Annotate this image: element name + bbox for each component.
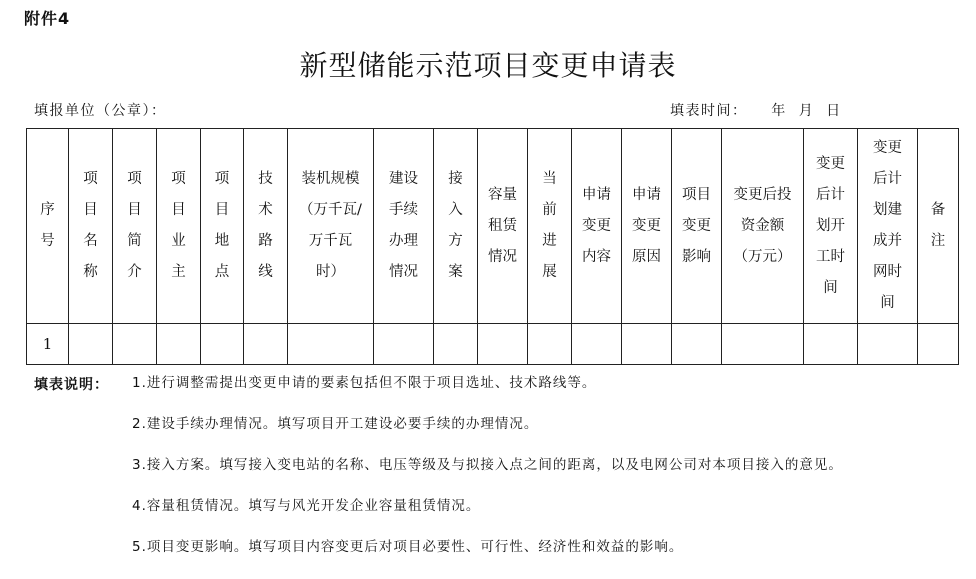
header-cell-start-time: 变更 后计 划开 工时 间	[804, 129, 858, 324]
header-cell-permits: 建设 手续 办理 情况	[374, 129, 434, 324]
fill-time-label: 填表时间： 年 月 日	[670, 103, 842, 119]
fill-unit-label: 填报单位（公章）：	[34, 103, 167, 119]
header-cell-capacity-lease: 容量 租赁 情况	[478, 129, 528, 324]
header-cell-grid-time: 变更 后计 划建 成并 网时 间	[858, 129, 918, 324]
header-cell-change-impact: 项目 变更 影响	[672, 129, 722, 324]
header-cell-project-owner: 项 目 业 主	[157, 129, 201, 324]
table-cell[interactable]	[528, 324, 572, 365]
note-item: 3.接入方案。填写接入变电站的名称、电压等级及与拟接入点之间的距离，以及电网公司对本项目接入的意见。	[132, 457, 843, 473]
table-cell[interactable]	[157, 324, 201, 365]
form-title: 新型储能示范项目变更申请表	[299, 49, 677, 82]
header-cell-index: 序 号	[27, 129, 69, 324]
table-cell-index[interactable]: 1	[27, 324, 69, 365]
header-cell-change-reason: 申请 变更 原因	[622, 129, 672, 324]
header-cell-grid-plan: 接 入 方 案	[434, 129, 478, 324]
table-cell[interactable]	[374, 324, 434, 365]
notes-label: 填表说明：	[34, 377, 109, 393]
change-request-table	[26, 128, 959, 365]
header-cell-tech-route: 技 术 路 线	[244, 129, 288, 324]
table-cell[interactable]	[201, 324, 244, 365]
header-cell-project-name: 项 目 名 称	[69, 129, 113, 324]
note-item: 2.建设手续办理情况。填写项目开工建设必要手续的办理情况。	[132, 416, 539, 432]
table-cell[interactable]	[113, 324, 157, 365]
header-cell-change-content: 申请 变更 内容	[572, 129, 622, 324]
header-cell-progress: 当 前 进 展	[528, 129, 572, 324]
table-cell[interactable]	[572, 324, 622, 365]
table-cell[interactable]	[434, 324, 478, 365]
header-cell-remarks: 备 注	[918, 129, 959, 324]
table-cell[interactable]	[672, 324, 722, 365]
table-cell[interactable]	[722, 324, 804, 365]
table-cell[interactable]	[804, 324, 858, 365]
table-cell[interactable]	[244, 324, 288, 365]
table-cell[interactable]	[622, 324, 672, 365]
header-cell-project-location: 项 目 地 点	[201, 129, 244, 324]
attachment-label: 附件4	[24, 9, 71, 28]
table-cell[interactable]	[858, 324, 918, 365]
header-cell-capacity: 装机规模 （万千瓦/ 万千瓦 时）	[288, 129, 374, 324]
note-item: 5.项目变更影响。填写项目内容变更后对项目必要性、可行性、经济性和效益的影响。	[132, 539, 684, 555]
note-item: 4.容量租赁情况。填写与风光开发企业容量租赁情况。	[132, 498, 481, 514]
table-row	[27, 324, 959, 365]
table-cell[interactable]	[288, 324, 374, 365]
table-cell[interactable]	[918, 324, 959, 365]
table-cell[interactable]	[478, 324, 528, 365]
table-header-row	[27, 129, 959, 324]
header-cell-investment: 变更后投 资金额 （万元）	[722, 129, 804, 324]
note-item: 1.进行调整需提出变更申请的要素包括但不限于项目选址、技术路线等。	[132, 375, 597, 391]
table-cell[interactable]	[69, 324, 113, 365]
notes-list	[132, 374, 843, 579]
header-cell-project-intro: 项 目 简 介	[113, 129, 157, 324]
